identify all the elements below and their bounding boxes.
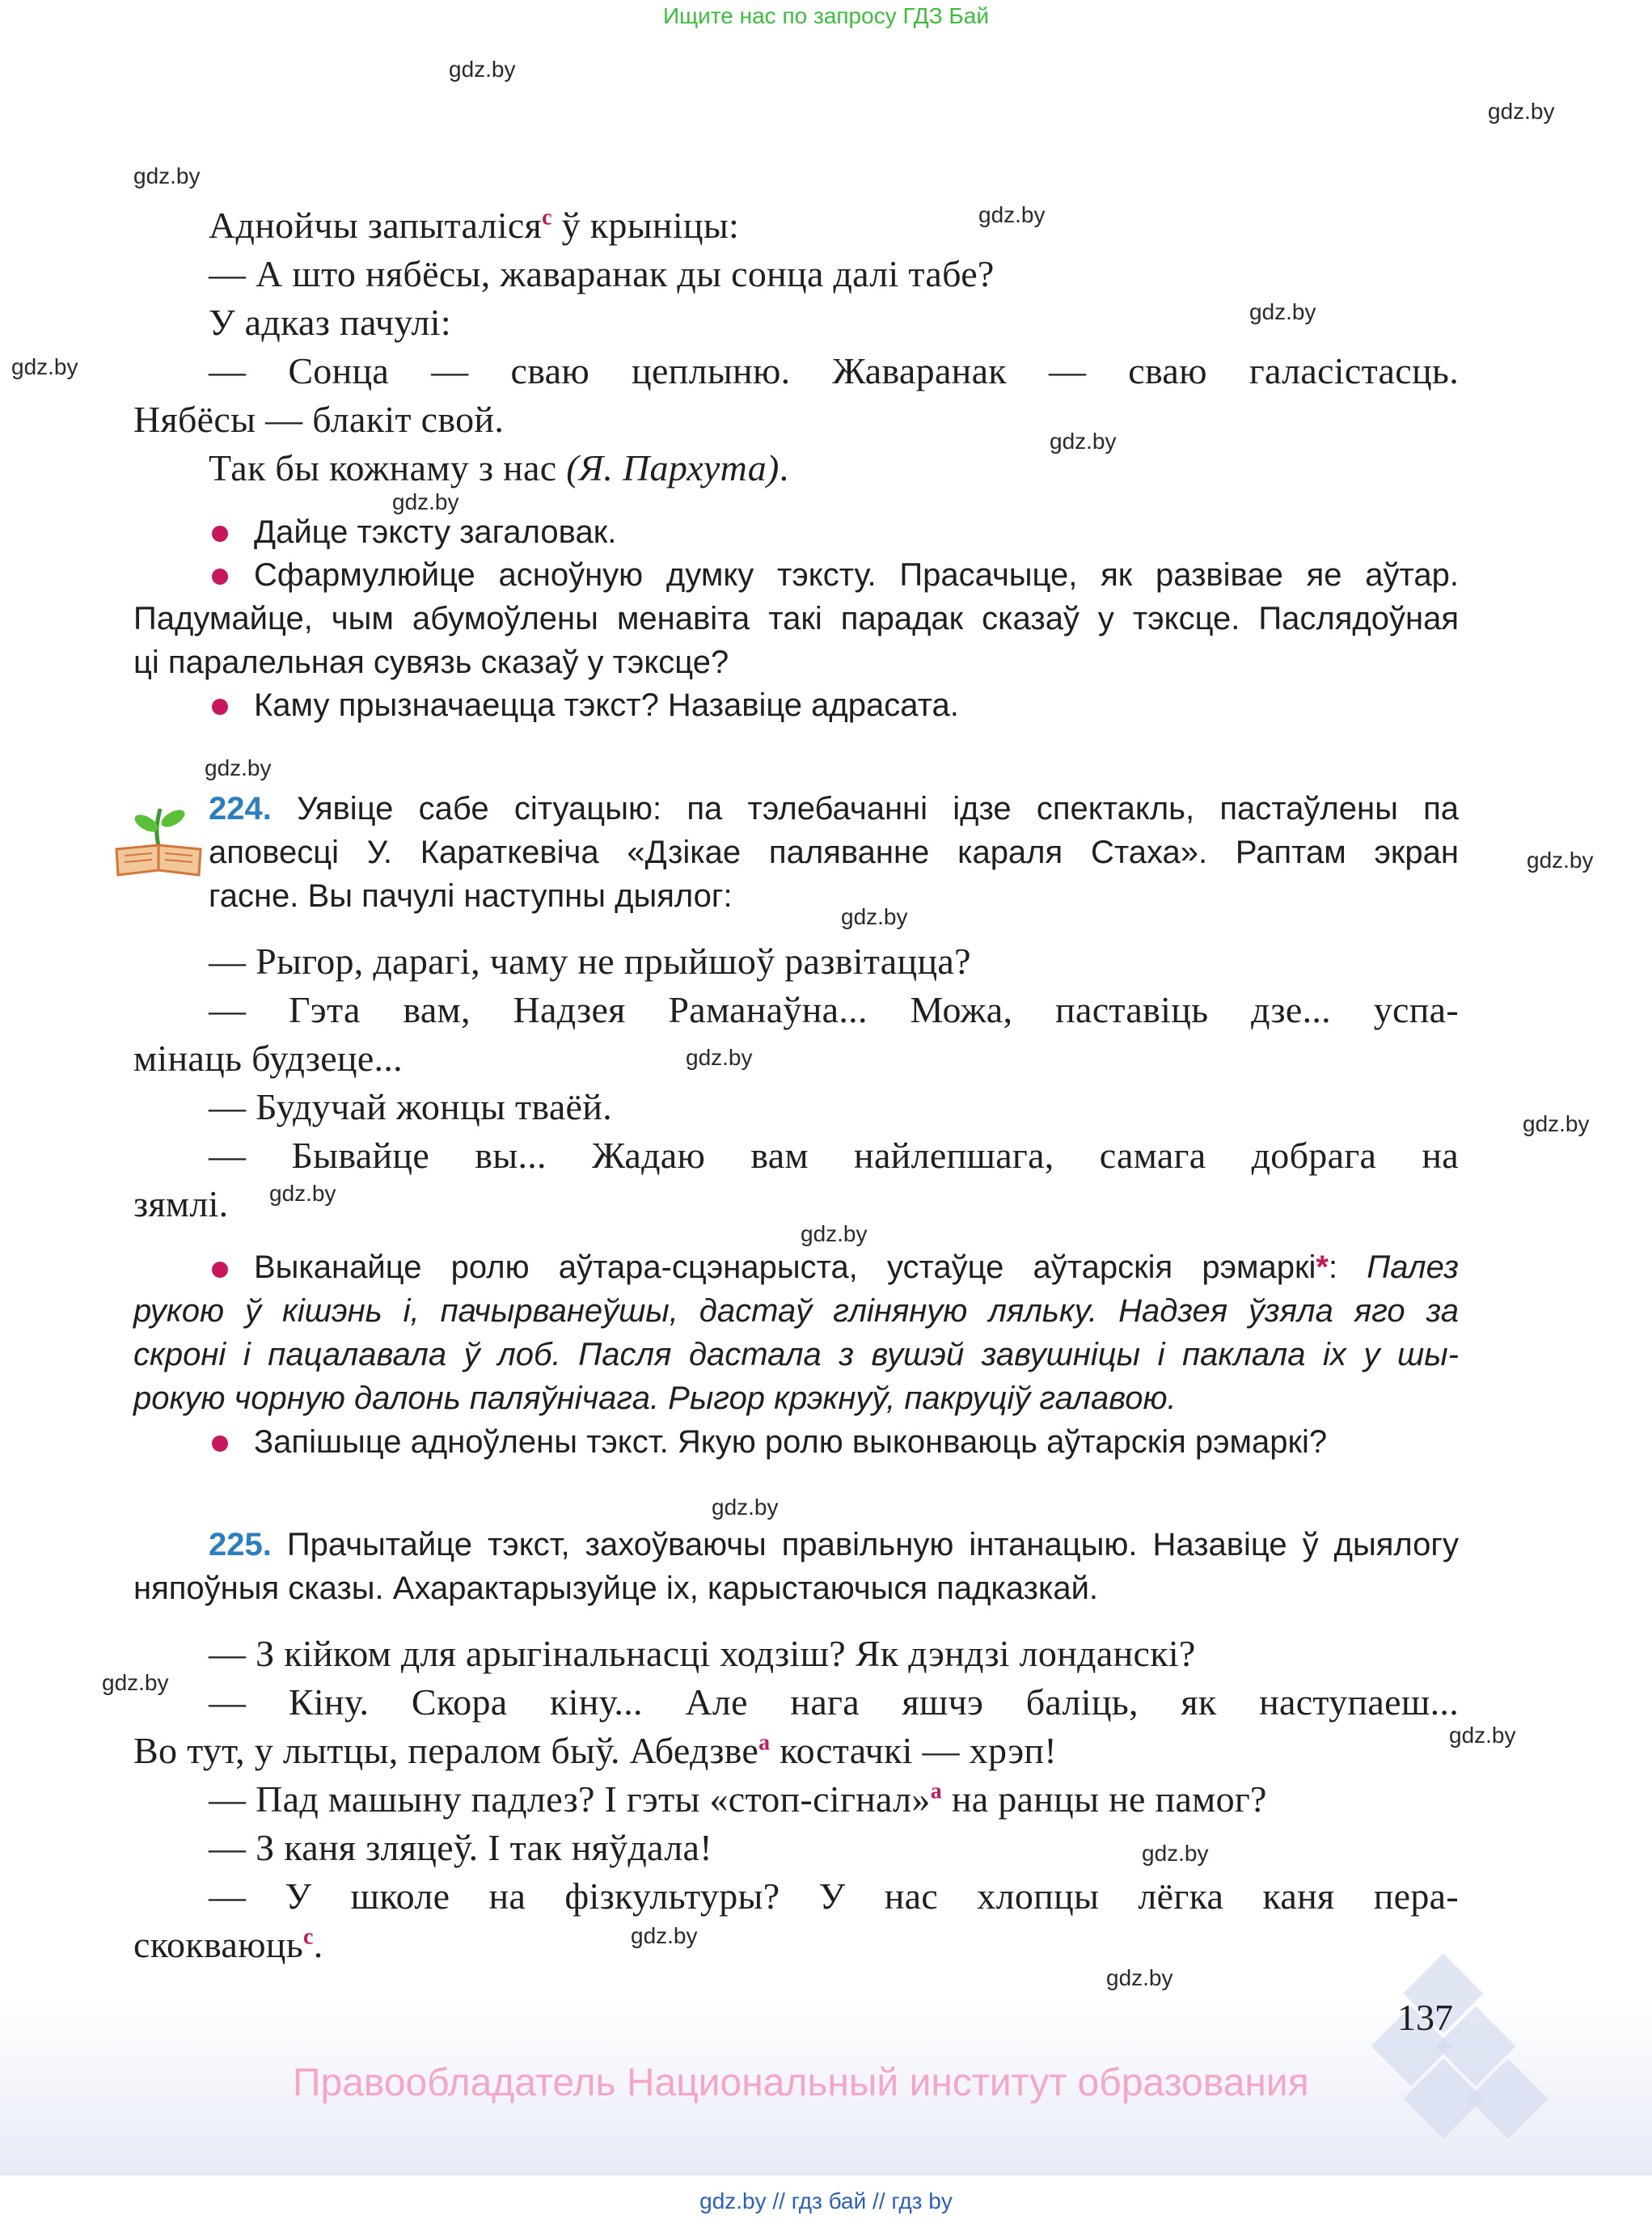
task-number-225: 225. [209, 1527, 272, 1562]
watermark: gdz.by [1249, 299, 1316, 324]
task-224-text: Уявіце сабе сітуацыю: па тэлебачанні ідзе спектакль, пастаўлены па [271, 791, 1459, 827]
bullet-icon [212, 1435, 228, 1452]
stress-mark: а [758, 1730, 771, 1756]
task-225-text: Прачытайце тэкст, захоўваючы правільную інтанацыю. Назавіце ў дыялогу [271, 1527, 1459, 1562]
dialog-224-line5: — Бывайце вы... Жадаю вам найлепшага, самага добрага на [209, 1135, 1459, 1176]
bullet-icon [212, 1262, 228, 1278]
watermark: gdz.by [133, 163, 201, 188]
watermark: gdz.by [1142, 1841, 1209, 1866]
question-remarks-text: Выканайце ролю аўтара-сцэнарыста, устаўце аўтарскія рэмаркі [254, 1249, 1316, 1285]
remark-text-4: рокую чорную далонь паляўнічага. Рыгор крэкнуў, пакруціў галавою. [133, 1380, 1177, 1416]
text1-line1 [209, 204, 739, 247]
colon: : [1328, 1249, 1367, 1285]
watermark: gdz.by [1449, 1723, 1516, 1748]
question-addressee: Каму прызначаецца тэкст? Назавіце адрасата. [254, 687, 959, 723]
dialog-225-line3 [133, 1729, 1057, 1772]
question-main-idea-2: Падумайце, чым абумоўлены менавіта такі парадак сказаў у тэксце. Паслядоўная [133, 601, 1459, 636]
watermark: gdz.by [1527, 848, 1594, 873]
text1-line6-end: . [779, 447, 789, 488]
watermark: gdz.by [449, 57, 516, 82]
text1-line1-b: ў крыніцы: [551, 205, 740, 246]
page-number: 137 [1397, 1997, 1453, 2038]
watermark: gdz.by [1488, 99, 1555, 124]
book-sprout-icon [110, 801, 207, 882]
dialog-224-line3: мінаць будзеце... [133, 1038, 403, 1079]
text1-line5: Нябёсы — блакіт свой. [133, 399, 505, 440]
dialog-225-line4 [209, 1778, 1267, 1820]
task-224-line2: аповесці У. Караткевіча «Дзікае паляванне караля Стаха». Раптам экран [209, 835, 1459, 870]
bullet-icon [212, 526, 228, 542]
remark-text-2: рукою ў кішэнь і, пачырванеўшы, дастаў гліняную ляльку. Надзея ўзяла яго за [133, 1293, 1459, 1329]
bullet-icon [212, 699, 228, 715]
task-224-line1 [209, 791, 1459, 827]
author-citation: (Я. Пархута) [566, 447, 780, 488]
task-224-line3: гасне. Вы пачулі наступны дыялог: [209, 878, 733, 914]
top-note: Ищите нас по запросу ГДЗ Бай [662, 3, 990, 28]
question-restore: Запішыце адноўлены тэкст. Якую ролю выконваюць аўтарскія рэмаркі? [254, 1424, 1328, 1460]
remark-text-3: скроні і пацалавала ў лоб. Пасля дастала з вушэй завушніцы і паклала іх у шы- [133, 1337, 1459, 1372]
question-main-idea-3: ці паралельная сувязь сказаў у тэксце? [133, 645, 729, 680]
question-main-idea: Сфармулюйце асноўную думку тэксту. Прасачыце, як развівае яе аўтар. [254, 557, 1459, 593]
watermark: gdz.by [841, 904, 908, 929]
task-225-line2: няпоўныя сказы. Ахарактарызуйце іх, карыстаючыся падказкай. [133, 1571, 1099, 1606]
watermark: gdz.by [978, 202, 1046, 227]
dialog-225-line5: — З каня зляцеў. І так няўдала! [209, 1827, 712, 1868]
watermark: gdz.by [102, 1670, 169, 1695]
text1-line4: — Сонца — сваю цеплыню. Жаваранак — сваю галасістасць. [209, 350, 1459, 391]
copyright-notice: Правообладатель Национальный институт образования [293, 2061, 1309, 2104]
text1-line2: — А што нябёсы, жаваранак ды сонца далі табе? [209, 253, 995, 294]
stress-mark: с [302, 1924, 314, 1950]
watermark: gdz.by [11, 354, 78, 379]
task-225-line1 [209, 1527, 1459, 1563]
dialog-225-line3-b: костачкі — хрэп! [770, 1730, 1057, 1771]
watermark: gdz.by [392, 489, 459, 514]
bullet-icon [212, 569, 228, 585]
task-number-224: 224. [209, 791, 272, 827]
dialog-224-line6: зямлі. [133, 1183, 229, 1224]
watermark: gdz.by [205, 755, 272, 780]
dialog-225-line2: — Кіну. Скора кіну... Але нага яшчэ баліць, як наступаеш... [209, 1681, 1459, 1723]
watermark: gdz.by [712, 1495, 779, 1520]
text1-line3: У адказ пачулі: [209, 302, 451, 343]
stress-mark: а [930, 1778, 943, 1804]
text1-line1-a: Аднойчы запыталіся [209, 205, 543, 246]
bottom-links[interactable]: gdz.by // гдз бай // гдз by [699, 2188, 953, 2213]
watermark: gdz.by [686, 1045, 753, 1070]
question-title: Дайце тэксту загаловак. [254, 514, 617, 550]
watermark: gdz.by [1106, 1965, 1173, 1990]
dialog-225-line7-a: скокваюць [133, 1924, 303, 1965]
dialog-225-line4-a: — Пад машыну падлез? І гэты «стоп-сігнал» [209, 1778, 931, 1820]
dialog-224-line1: — Рыгор, дарагі, чаму не прыйшоў развітацца? [209, 941, 971, 982]
watermark: gdz.by [269, 1181, 336, 1206]
text1-line6 [209, 446, 788, 489]
text1-line6-a: Так бы кожнаму з нас [209, 447, 567, 488]
dialog-225-line1: — З кійком для арыгінальнасці ходзіш? Як дэндзі лонданскі? [209, 1633, 1196, 1674]
stress-mark: с [542, 205, 552, 230]
dialog-224-line4: — Будучай жонцы тваёй. [209, 1086, 612, 1127]
dialog-225-line3-a: Во тут, у лытцы, пералом быў. Абедзве [133, 1730, 759, 1771]
watermark: gdz.by [631, 1923, 698, 1948]
watermark: gdz.by [1050, 429, 1117, 454]
question-remarks-1 [254, 1249, 1459, 1286]
dialog-224-line2: — Гэта вам, Надзея Раманаўна... Можа, паставіць дзе... успа- [209, 989, 1459, 1030]
dialog-225-line4-b: на ранцы не памог? [942, 1778, 1267, 1820]
dialog-225-line6: — У школе на фізкультуры? У нас хлопцы лёгка каня пера- [209, 1875, 1459, 1917]
footnote-star: * [1316, 1249, 1329, 1285]
remark-text-1: Палез [1367, 1249, 1459, 1285]
dialog-225-line7 [133, 1923, 323, 1966]
dialog-225-line7-b: . [313, 1924, 323, 1965]
watermark: gdz.by [801, 1221, 868, 1246]
watermark: gdz.by [1523, 1111, 1590, 1136]
